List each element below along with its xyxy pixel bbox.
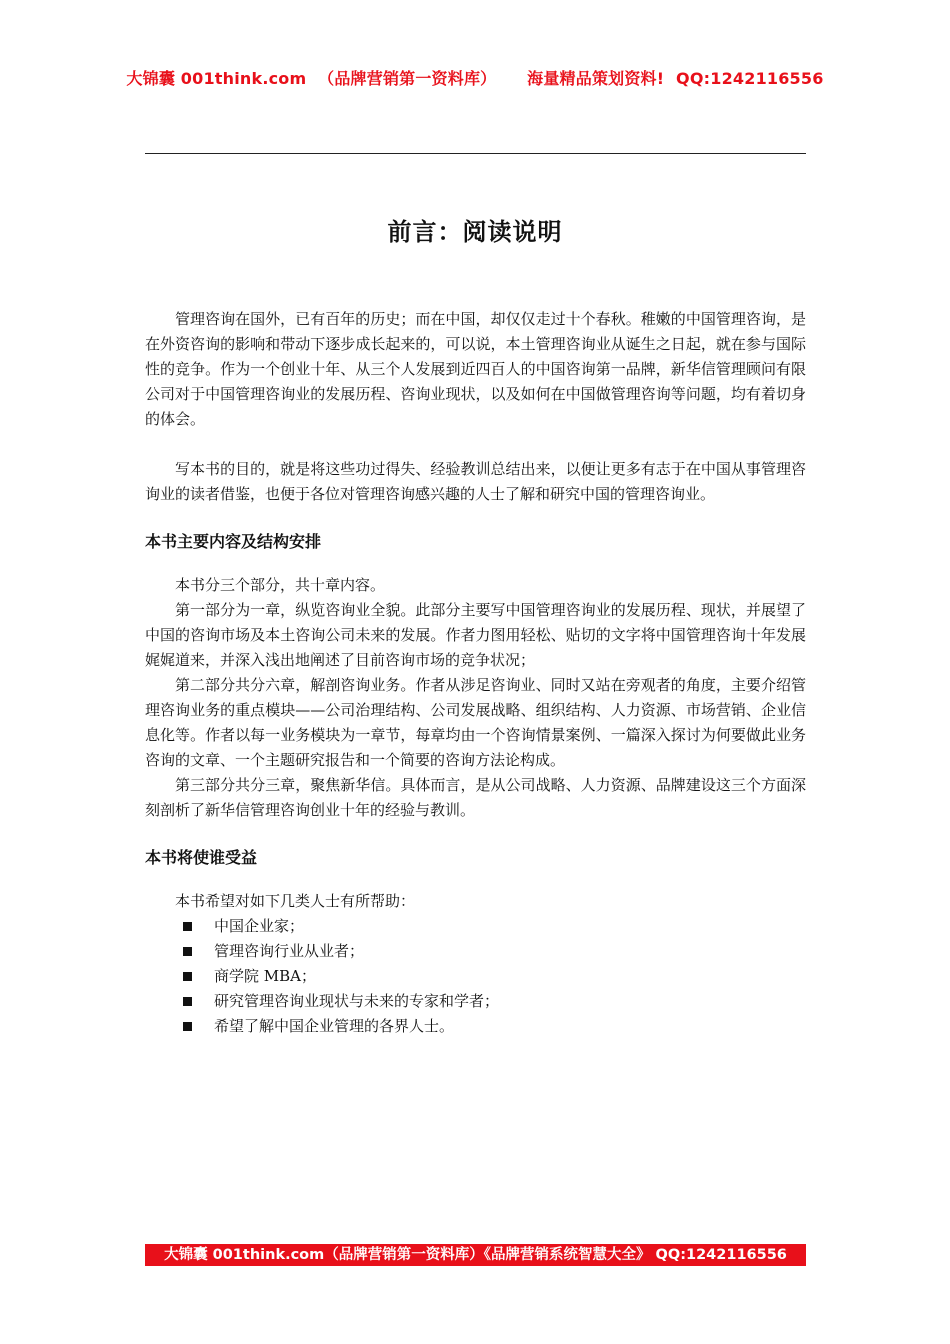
section-heading-audience: 本书将使谁受益	[145, 848, 258, 867]
intro-paragraph-2: 写本书的目的，就是将这些功过得失、经验教训总结出来，以便让更多有志于在中国从事管理咨询业的读者借鉴，也便于各位对管理咨询感兴趣的人士了解和研究中国的管理咨询业。	[145, 460, 806, 503]
square-bullet-icon	[183, 947, 192, 956]
structure-paragraph: 第三部分共分三章，聚焦新华信。具体而言，是从公司战略、人力资源、品牌建设这三个方面深刻剖析了新华信管理咨询创业十年的经验与教训。	[145, 776, 806, 819]
square-bullet-icon	[183, 997, 192, 1006]
list-item	[145, 939, 806, 964]
list-item-text: 研究管理咨询业现状与未来的专家和学者；	[214, 992, 500, 1010]
header-library: （品牌营销第一资料库）	[318, 69, 497, 88]
section-heading-structure: 本书主要内容及结构安排	[145, 532, 322, 551]
list-item-text: 商学院 MBA；	[214, 967, 316, 985]
header-banner	[0, 66, 950, 89]
list-item	[145, 1014, 806, 1039]
page-title: 前言：阅读说明	[387, 218, 563, 246]
square-bullet-icon	[183, 922, 192, 931]
list-item-text: 中国企业家；	[214, 917, 305, 935]
structure-paragraph: 本书分三个部分，共十章内容。	[175, 576, 386, 594]
intro-paragraph-1: 管理咨询在国外，已有百年的历史；而在中国，却仅仅走过十个春秋。稚嫩的中国管理咨询，是在外资咨询的影响和带动下逐步成长起来的，可以说，本土管理咨询业从诞生之日起，就在参与国际性的竞争。作为一个创业十年、从三个人发展到近四百人的中国咨询第一品牌，新华信管理顾问有限公司对于中国管理咨询业的发展历程、咨询业现状，以及如何在中国做管理咨询等问题，均有着切身的体会。	[145, 310, 806, 428]
audience-list	[145, 914, 806, 1039]
footer-banner[interactable]: 大锦囊 001think.com（品牌营销第一资料库）《品牌营销系统智慧大全》 QQ:1242116556	[145, 1244, 806, 1266]
document-body	[145, 307, 806, 1039]
header-slogan: 海量精品策划资料!	[527, 69, 665, 88]
square-bullet-icon	[183, 1022, 192, 1031]
list-item-text: 希望了解中国企业管理的各界人士。	[214, 1017, 455, 1035]
list-item	[145, 914, 806, 939]
header-divider	[145, 153, 806, 154]
header-qq: QQ:1242116556	[676, 69, 824, 88]
structure-paragraph: 第一部分为一章，纵览咨询业全貌。此部分主要写中国管理咨询业的发展历程、现状，并展望了中国的咨询市场及本土咨询公司未来的发展。作者力图用轻松、贴切的文字将中国管理咨询十年发展娓娓道来，并深入浅出地阐述了目前咨询市场的竞争状况；	[145, 601, 806, 669]
header-brand[interactable]: 大锦囊 001think.com	[126, 69, 307, 88]
list-item	[145, 989, 806, 1014]
list-item	[145, 964, 806, 989]
structure-paragraph: 第二部分共分六章，解剖咨询业务。作者从涉足咨询业、同时又站在旁观者的角度，主要介绍管理咨询业务的重点模块——公司治理结构、公司发展战略、组织结构、人力资源、市场营销、企业信息化等。作者以每一业务模块为一章节，每章均由一个咨询情景案例、一篇深入探讨为何要做此业务咨询的文章、一个主题研究报告和一个简要的咨询方法论构成。	[145, 676, 806, 769]
audience-intro: 本书希望对如下几类人士有所帮助：	[175, 892, 416, 910]
list-item-text: 管理咨询行业从业者；	[214, 942, 365, 960]
square-bullet-icon	[183, 972, 192, 981]
